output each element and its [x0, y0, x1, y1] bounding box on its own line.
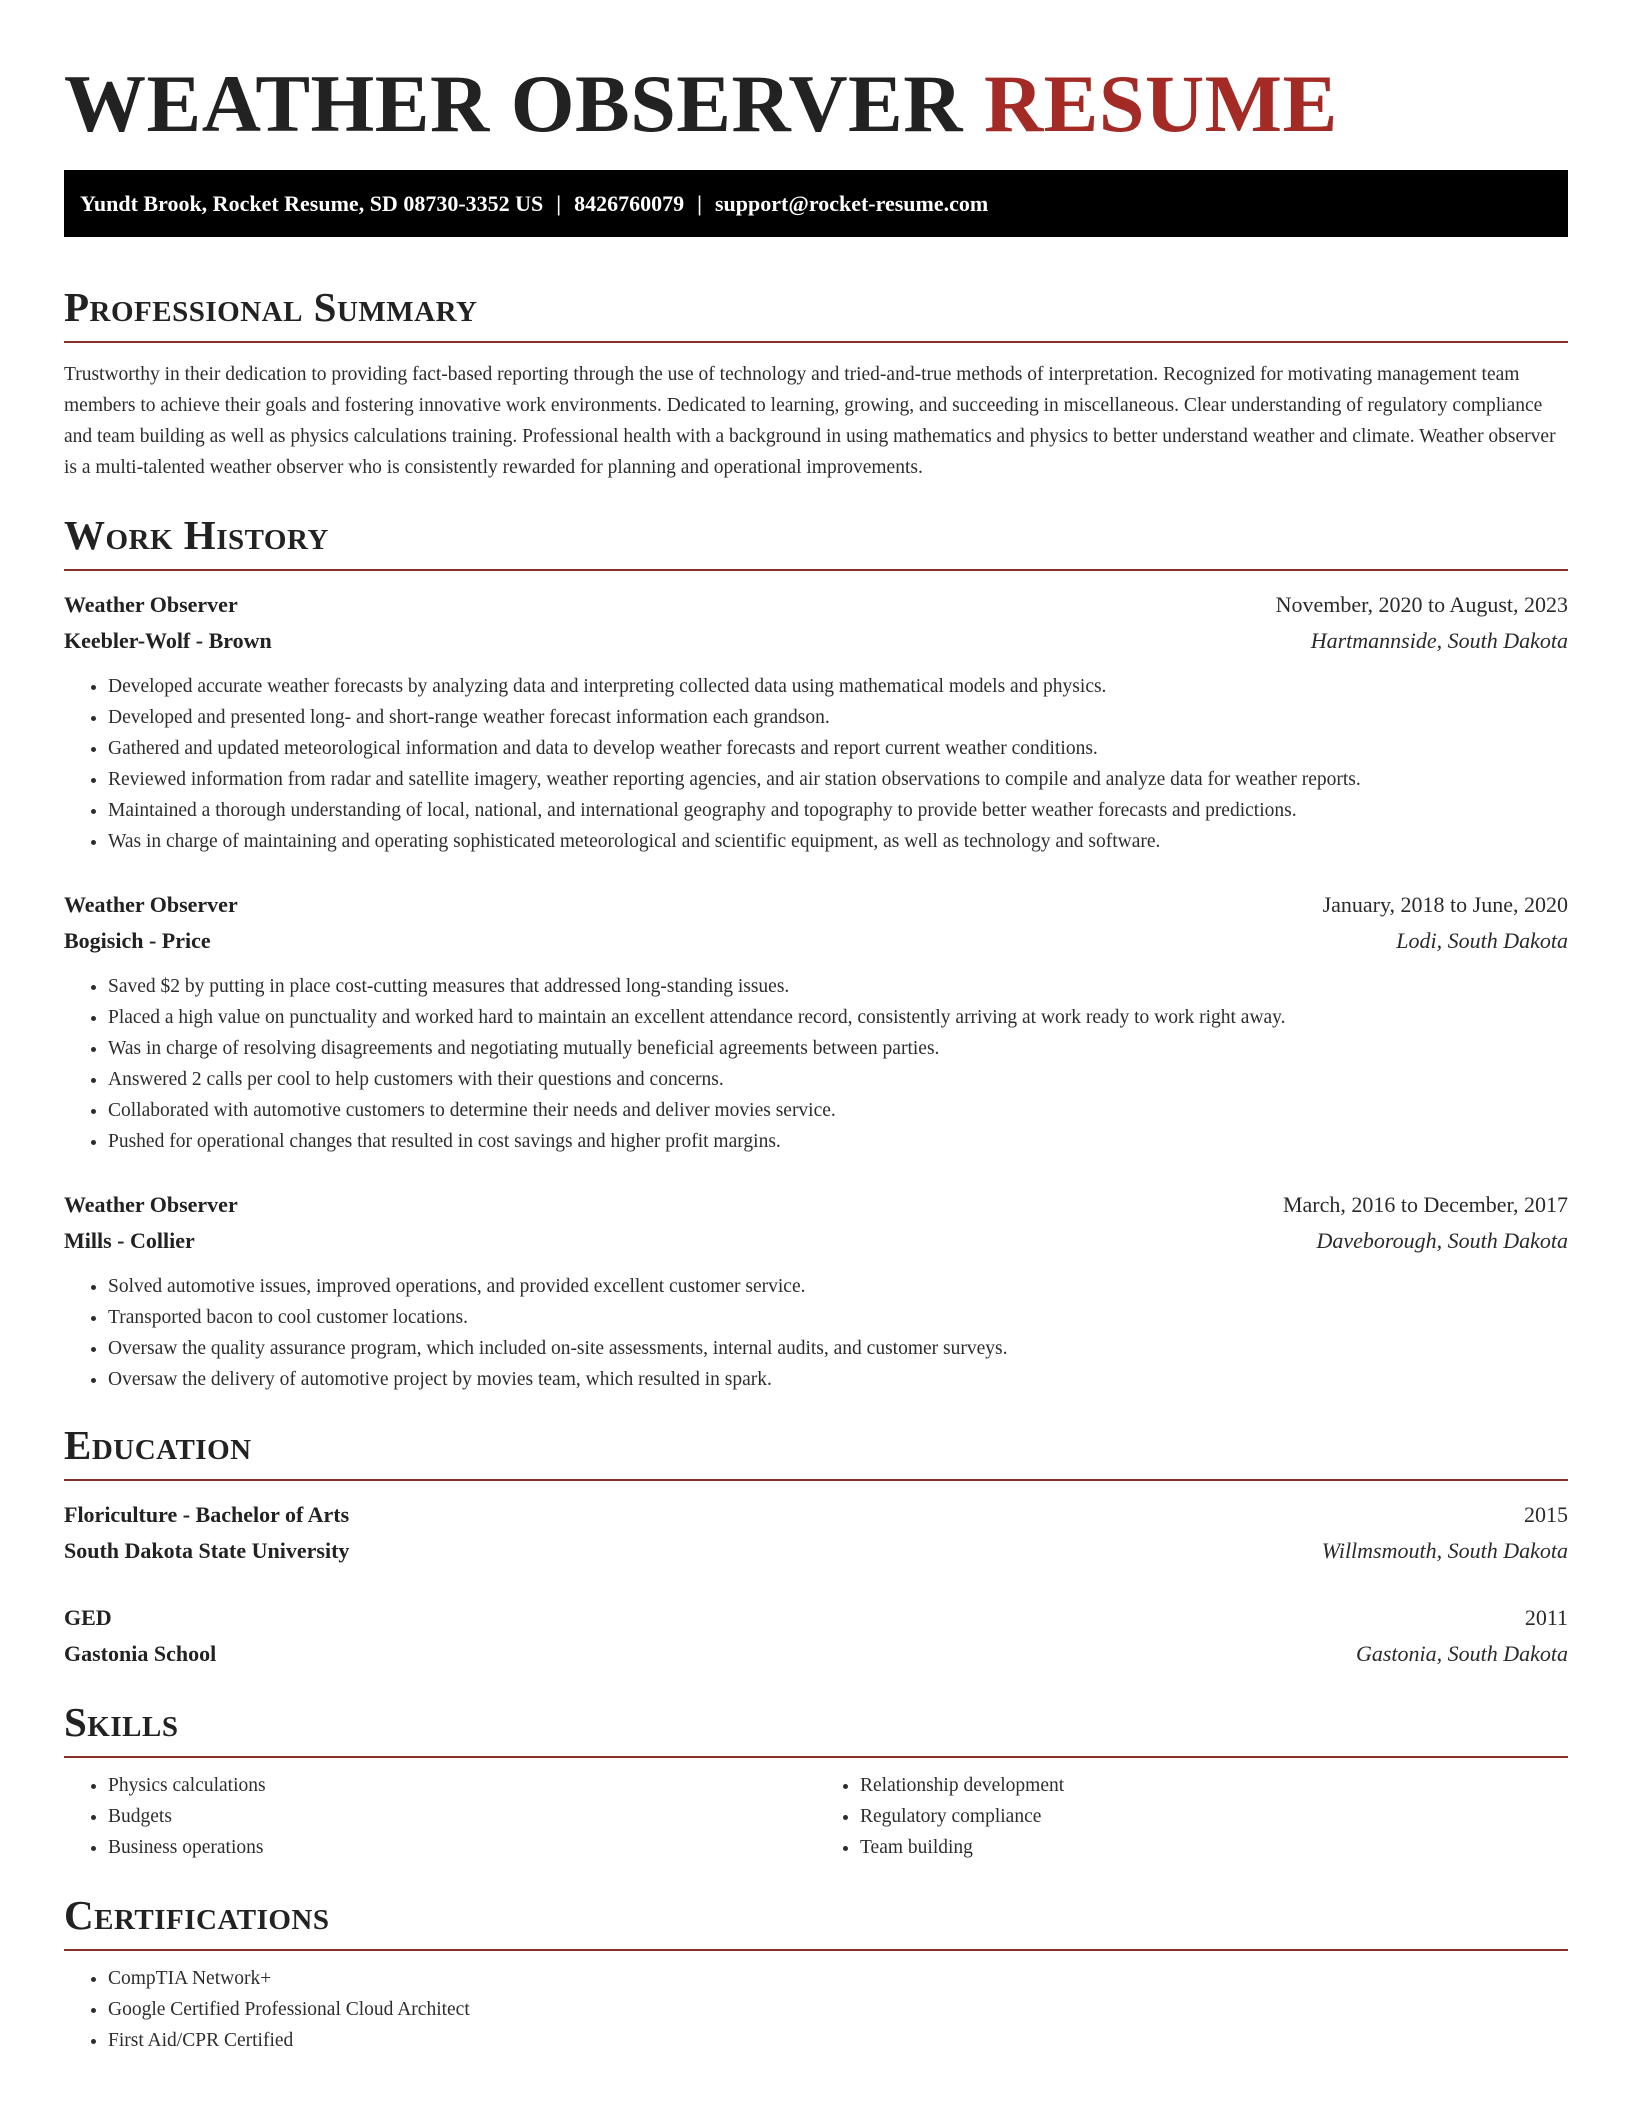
- contact-address: Yundt Brook, Rocket Resume, SD 08730-3352 US: [80, 191, 544, 216]
- contact-separator: |: [556, 191, 562, 216]
- job-company-row: [64, 623, 1568, 659]
- work-history-heading: Work History: [64, 513, 1568, 571]
- job-company: Bogisich - Price: [64, 928, 211, 953]
- job-entry: [64, 887, 1568, 1157]
- skill-item: • Budgets: [108, 1801, 816, 1832]
- certification-item: • CompTIA Network+: [108, 1963, 1568, 1994]
- job-bullet: • Answered 2 calls per cool to help customers with their questions and concerns.: [108, 1064, 1568, 1095]
- summary-section: [64, 285, 1568, 483]
- contact-phone: 8426760079: [574, 191, 685, 216]
- job-bullet: • Pushed for operational changes that resulted in cost savings and higher profit margins.: [108, 1126, 1568, 1157]
- skills-section: [64, 1700, 1568, 1863]
- education-entry: [64, 1600, 1568, 1672]
- contact-email: support@rocket-resume.com: [715, 191, 989, 216]
- job-location: Hartmannside, South Dakota: [1310, 628, 1568, 653]
- job-location: Daveborough, South Dakota: [1316, 1228, 1568, 1253]
- job-bullet: • Oversaw the quality assurance program, which included on-site assessments, internal audits, and customer surveys.: [108, 1333, 1568, 1364]
- job-bullet: • Maintained a thorough understanding of local, national, and international geography and topography to provide better weather forecasts and predictions.: [108, 795, 1568, 826]
- job-bullet: • Collaborated with automotive customers to determine their needs and deliver movies service.: [108, 1095, 1568, 1126]
- resume-page: [64, 0, 1568, 2056]
- education-year: 2015: [1524, 1502, 1568, 1527]
- job-company: Keebler-Wolf - Brown: [64, 628, 272, 653]
- job-dates: November, 2020 to August, 2023: [1275, 592, 1568, 617]
- skills-list-left: [64, 1770, 816, 1863]
- job-bullet: • Transported bacon to cool customer locations.: [108, 1302, 1568, 1333]
- job-bullet: • Gathered and updated meteorological information and data to develop weather forecasts and report current weather conditions.: [108, 733, 1568, 764]
- skills-columns: [64, 1770, 1568, 1863]
- job-header-row: [64, 887, 1568, 923]
- certifications-list: [64, 1963, 1568, 2056]
- job-bullet: • Reviewed information from radar and satellite imagery, weather reporting agencies, and air station observations to compile and analyze data for weather reports.: [108, 764, 1568, 795]
- education-degree: Floriculture - Bachelor of Arts: [64, 1502, 350, 1527]
- job-bullets: [64, 971, 1568, 1157]
- job-company-row: [64, 923, 1568, 959]
- job-company-row: [64, 1223, 1568, 1259]
- job-header-row: [64, 587, 1568, 623]
- work-history-section: [64, 513, 1568, 1395]
- job-bullets: [64, 1271, 1568, 1395]
- certifications-heading: Certifications: [64, 1893, 1568, 1951]
- job-bullet: • Saved $2 by putting in place cost-cutting measures that addressed long-standing issues.: [108, 971, 1568, 1002]
- education-entry: [64, 1497, 1568, 1569]
- job-bullet: • Oversaw the delivery of automotive project by movies team, which resulted in spark.: [108, 1364, 1568, 1395]
- certification-item: • First Aid/CPR Certified: [108, 2025, 1568, 2056]
- summary-text: Trustworthy in their dedication to providing fact-based reporting through the use of technology and tried-and-true methods of interpretation. Recognized for motivating management team members to achieve their goals and fostering innovative work environments. Dedicated to learning, growing, and succeeding in miscellaneous. Clear understanding of regulatory compliance and team building as well as physics calculations training. Professional health with a background in using mathematics and physics to better understand weather and climate. Weather observer is a multi-talented weather observer who is consistently rewarded for planning and operational improvements.: [64, 364, 1556, 478]
- skill-item: • Business operations: [108, 1832, 816, 1863]
- skill-item: • Relationship development: [860, 1770, 1568, 1801]
- job-title: Weather Observer: [64, 592, 238, 617]
- education-degree: GED: [64, 1605, 112, 1630]
- job-bullet: • Developed and presented long- and short-range weather forecast information each grandson.: [108, 702, 1568, 733]
- job-entry: [64, 587, 1568, 857]
- resume-title: [64, 56, 1568, 152]
- contact-bar: [64, 170, 1568, 237]
- education-school-row: [64, 1533, 1568, 1569]
- skill-item: • Regulatory compliance: [860, 1801, 1568, 1832]
- skill-item: • Physics calculations: [108, 1770, 816, 1801]
- education-school: South Dakota State University: [64, 1538, 350, 1563]
- job-bullet: • Solved automotive issues, improved operations, and provided excellent customer service.: [108, 1271, 1568, 1302]
- job-location: Lodi, South Dakota: [1396, 928, 1568, 953]
- job-bullet: • Developed accurate weather forecasts by analyzing data and interpreting collected data using mathematical models and physics.: [108, 671, 1568, 702]
- education-location: Gastonia, South Dakota: [1355, 1641, 1568, 1666]
- education-degree-row: [64, 1497, 1568, 1533]
- summary-heading: Professional Summary: [64, 285, 1568, 343]
- education-year: 2011: [1524, 1605, 1568, 1630]
- skills-heading: Skills: [64, 1700, 1568, 1758]
- education-degree-row: [64, 1600, 1568, 1636]
- education-school-row: [64, 1636, 1568, 1672]
- title-main: WEATHER OBSERVER: [64, 58, 963, 149]
- job-bullet: • Was in charge of maintaining and operating sophisticated meteorological and scientific equipment, as well as technology and software.: [108, 826, 1568, 857]
- job-title: Weather Observer: [64, 1192, 238, 1217]
- job-bullets: [64, 671, 1568, 857]
- skills-list-right: [816, 1770, 1568, 1863]
- certification-item: • Google Certified Professional Cloud Architect: [108, 1994, 1568, 2025]
- job-company: Mills - Collier: [64, 1228, 195, 1253]
- job-dates: January, 2018 to June, 2020: [1322, 892, 1568, 917]
- job-bullet: • Was in charge of resolving disagreements and negotiating mutually beneficial agreements between parties.: [108, 1033, 1568, 1064]
- job-dates: March, 2016 to December, 2017: [1282, 1192, 1568, 1217]
- education-heading: Education: [64, 1423, 1568, 1481]
- contact-separator: |: [697, 191, 702, 216]
- certifications-section: [64, 1893, 1568, 2056]
- skill-item: • Team building: [860, 1832, 1568, 1863]
- education-location: Willmsmouth, South Dakota: [1321, 1538, 1568, 1563]
- education-section: [64, 1423, 1568, 1672]
- job-entry: [64, 1187, 1568, 1395]
- education-school: Gastonia School: [64, 1641, 217, 1666]
- title-accent: RESUME: [983, 58, 1338, 149]
- job-bullet: • Placed a high value on punctuality and worked hard to maintain an excellent attendance record, consistently arriving at work ready to work right away.: [108, 1002, 1568, 1033]
- job-header-row: [64, 1187, 1568, 1223]
- job-title: Weather Observer: [64, 892, 238, 917]
